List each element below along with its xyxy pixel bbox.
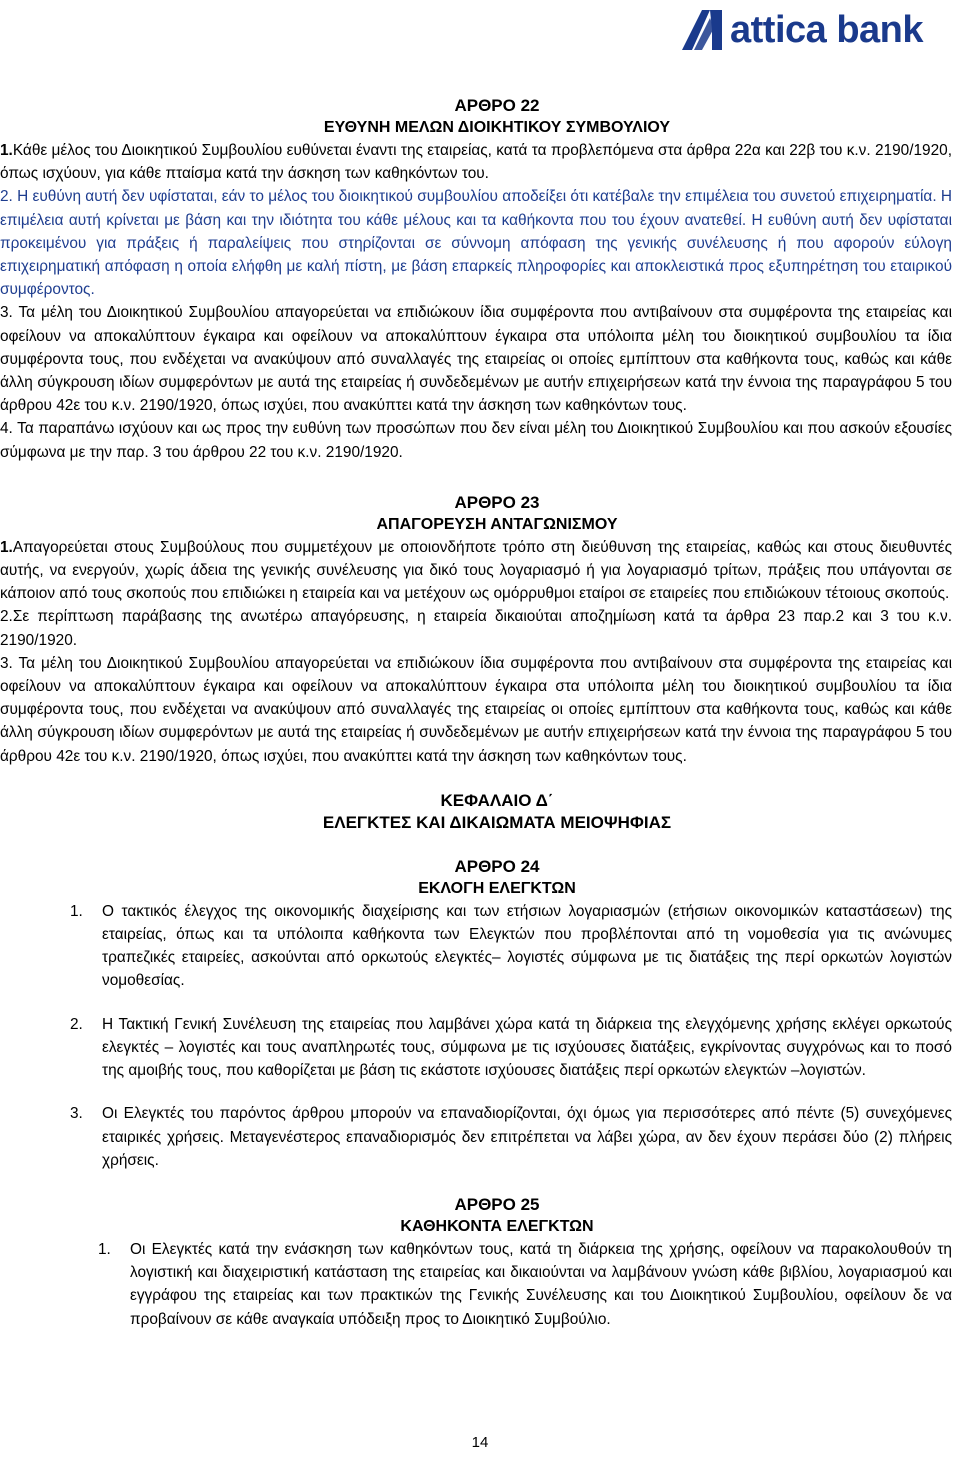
article-22-paragraph-2: 2. Η ευθύνη αυτή δεν υφίσταται, εάν το μέλος του διοικητικού συμβουλίου αποδείξει ότι κατέβαλε την επιμέλεια του συνετού επιχειρηματία. Η επιμέλεια αυτή κρίνεται με βάση και την ιδιότητα του κάθε μέλους και τα καθήκοντα που του έχουν ανατεθεί. Η ευθύνη αυτή δεν υφίσταται προκειμένου για πράξεις ή παραλείψεις που στηρίζονται σε σύννομη απόφαση της γενικής συνέλευσης ή που αφορούν εύλογη επιχειρηματική απόφαση η οποία ελήφθη με καλή πίστη, με βάση επαρκείς πληροφορίες και αποκλειστικά προς εξυπηρέτηση του εταιρικού συμφέροντος.	[0, 188, 952, 299]
list-item-text: Ο τακτικός έλεγχος της οικονομικής διαχείρισης και των ετήσιων λογαριασμών (ετήσιων οικονομικών καταστάσεων) της εταιρείας, όπως και τα υπόλοιπα καθήκοντα των Ελεγκτών που προβλέπονται από τη νομοθεσία για τις ανώνυμες τραπεζικές εταιρείες, ασκούνται από ορκωτούς ελεγκτές– λογιστές σύμφωνα με τις διατάξεις της περί ορκωτών λογιστών νομοθεσίας.	[102, 902, 952, 990]
attica-bank-logo	[680, 4, 952, 56]
list-item-text: Οι Ελεγκτές του παρόντος άρθρου μπορούν να επαναδιορίζονται, όχι όμως για περισσότερες από πέντε (5) συνεχόμενες εταιρικές χρήσεις. Μεταγενέστερος επαναδιορισμός δεν επιτρέπεται να λάβει χώρα, αν δεν έχουν περάσει δύο (2) πλήρεις χρήσεις.	[102, 1105, 952, 1169]
page-number: 14	[471, 1434, 489, 1451]
article-24-title: ΑΡΘΡΟ 24	[454, 856, 540, 876]
article-25-title: ΑΡΘΡΟ 25	[454, 1194, 540, 1214]
brand-name: attica bank	[730, 9, 924, 51]
list-item-text: Οι Ελεγκτές κατά την ενάσκηση των καθηκόντων τους, κατά τη διάρκεια της χρήσης, οφείλουν να παρακολουθούν τη λογιστική και διαχειριστική κατάσταση της εταιρείας και δικαιούνται να λαμβάνουν γνώση κάθε βιβλίου, λογαριασμού και εγγράφου της εταιρείας και των πρακτικών της Γενικής Συνέλευσης και του Διοικητικού Συμβουλίου, οφείλουν δε να προβαίνουν σε κάθε αναγκαία υπόδειξη προς το Διοικητικό Συμβούλιο.	[130, 1240, 952, 1328]
chapter-subtitle: ΕΛΕΓΚΤΕΣ ΚΑΙ ΔΙΚΑΙΩΜΑΤΑ ΜΕΙΟΨΗΦΙΑΣ	[322, 812, 672, 832]
chapter-heading	[42, 790, 952, 834]
article-22-p1-text: Κάθε μέλος του Διοικητικού Συμβουλίου ευθύνεται έναντι της εταιρείας, κατά τα προβλεπόμενα στα άρθρα 22α και 22β του κ.ν. 2190/1920, όπως ισχύουν, για κάθε πταίσμα κατά την άσκηση των καθηκόντων του.	[0, 142, 952, 183]
list-item	[0, 900, 952, 993]
article-22-paragraph-3: 3. Τα μέλη του Διοικητικού Συμβουλίου απαγορεύεται να επιδιώκουν ίδια συμφέροντα που αντιβαίνουν στα συμφέροντα της εταιρείας και οφείλουν να αποκαλύπτουν έγκαιρα και οφείλουν να αποκαλύπτουν έγκαιρα στα υπόλοιπα μέλη του διοικητικού συμβουλίου τα ίδια συμφέροντα τους, που ενδέχεται να ανακύψουν από συναλλαγές της εταιρείας οι οποίες εμπίπτουν στα καθήκοντα τους, καθώς και κάθε άλλη σύγκρουση ιδίων συμφερόντων με αυτά της εταιρείας ή συνδεδεμένων με αυτήν επιχειρήσεων κατά την έννοια της παραγράφου 5 του άρθρου 42ε του κ.ν. 2190/1920, όπως ισχύει, που ανακύπτει κατά την άσκηση των καθηκόντων τους.	[0, 304, 952, 415]
article-23-p1-number: 1.	[0, 538, 13, 556]
chapter-title: ΚΕΦΑΛΑΙΟ Δ΄	[440, 790, 554, 810]
list-item-text: Η Τακτική Γενική Συνέλευση της εταιρείας που λαμβάνει χώρα κατά τη διάρκεια της ελεγχόμενης χρήσης εκλέγει ορκωτούς ελεγκτές – λογιστές και τους αναπληρωτές τους, σύμφωνα με τις ισχύουσες διατάξεις, εγκρίνοντας συγχρόνως και το ποσό της αμοιβής τους, που καθορίζεται με βάση τις εκάστοτε ισχύουσες διατάξεις περί ορκωτών ελεγκτών –λογιστών.	[102, 1015, 952, 1080]
list-item-number: 1.	[70, 902, 83, 920]
list-item-number: 2.	[70, 1015, 83, 1033]
article-25-heading	[42, 1194, 952, 1238]
article-25-list	[0, 1238, 952, 1331]
article-22-subtitle: ΕΥΘΥΝΗ ΜΕΛΩΝ ΔΙΟΙΚΗΤΙΚΟΥ ΣΥΜΒΟΥΛΙΟΥ	[323, 119, 671, 136]
list-item-number: 1.	[98, 1240, 111, 1258]
article-24-list	[0, 900, 952, 1172]
list-item	[0, 1013, 952, 1083]
article-22-heading	[42, 95, 952, 139]
article-22-p1-number: 1.	[0, 142, 13, 159]
list-item	[0, 1102, 952, 1172]
article-23-paragraph-1	[0, 536, 952, 606]
article-23-subtitle: ΑΠΑΓΟΡΕΥΣΗ ΑΝΤΑΓΩΝΙΣΜΟΥ	[376, 515, 618, 533]
article-22-paragraph-1	[0, 139, 952, 185]
article-24-heading	[42, 856, 952, 900]
article-22-title: ΑΡΘΡΟ 22	[454, 96, 540, 115]
article-22-paragraph-4: 4. Τα παραπάνω ισχύουν και ως προς την ευθύνη των προσώπων που δεν είναι μέλη του Διοικητικού Συμβουλίου και που ασκούν εξουσίες σύμφωνα με την παρ. 3 του άρθρου 22 του κ.ν. 2190/1920.	[0, 420, 952, 461]
article-25-subtitle: ΚΑΘΗΚΟΝΤΑ ΕΛΕΓΚΤΩΝ	[400, 1217, 594, 1235]
article-23-heading	[42, 492, 952, 536]
article-23-p1-text: Απαγορεύεται στους Συμβούλους που συμμετέχουν με οποιονδήποτε τρόπο στη διεύθυνση της εταιρείας, καθώς και στους διευθυντές αυτής, να ενεργούν, χωρίς άδεια της γενικής συνέλευσης για δικό τους λογαριασμό ή για λογαριασμό τρίτων, πράξεις που υπάγονται σε κάποιον από τους σκοπούς που επιδιώκει η εταιρεία και να μετέχουν ως ομόρρυθμοι εταίροι σε εταιρείες που επιδιώκουν τέτοιους σκοπούς.	[0, 538, 952, 603]
article-24-subtitle: ΕΚΛΟΓΗ ΕΛΕΓΚΤΩΝ	[418, 879, 576, 897]
article-23-paragraph-3: 3. Τα μέλη του Διοικητικού Συμβουλίου απαγορεύεται να επιδιώκουν ίδια συμφέροντα που αντιβαίνουν στα συμφέροντα της εταιρείας και οφείλουν να αποκαλύπτουν έγκαιρα και οφείλουν να αποκαλύπτουν έγκαιρα στα υπόλοιπα μέλη του διοικητικού συμβουλίου τα ίδια συμφέροντα τους, που ενδέχεται να ανακύψουν από συναλλαγές της εταιρείας οι οποίες εμπίπτουν στα καθήκοντα τους, καθώς και κάθε άλλη σύγκρουση ιδίων συμφερόντων με αυτά της εταιρείας ή συνδεδεμένων με αυτήν επιχειρήσεων κατά την έννοια της παραγράφου 5 του άρθρου 42ε του κ.ν. 2190/1920, όπως ισχύει, που ανακύπτει κατά την άσκηση των καθηκόντων τους.	[0, 654, 952, 765]
article-23-paragraph-2: 2.Σε περίπτωση παράβασης της ανωτέρω απαγόρευσης, η εταιρεία δικαιούται αποζημίωση κατά τα άρθρα 23 παρ.2 και 3 του κ.ν. 2190/1920.	[0, 608, 952, 649]
attica-logo-mark-icon	[680, 8, 724, 52]
document-body	[0, 95, 952, 1331]
article-23-title: ΑΡΘΡΟ 23	[454, 492, 540, 512]
list-item-number: 3.	[70, 1105, 83, 1123]
list-item	[0, 1238, 952, 1331]
